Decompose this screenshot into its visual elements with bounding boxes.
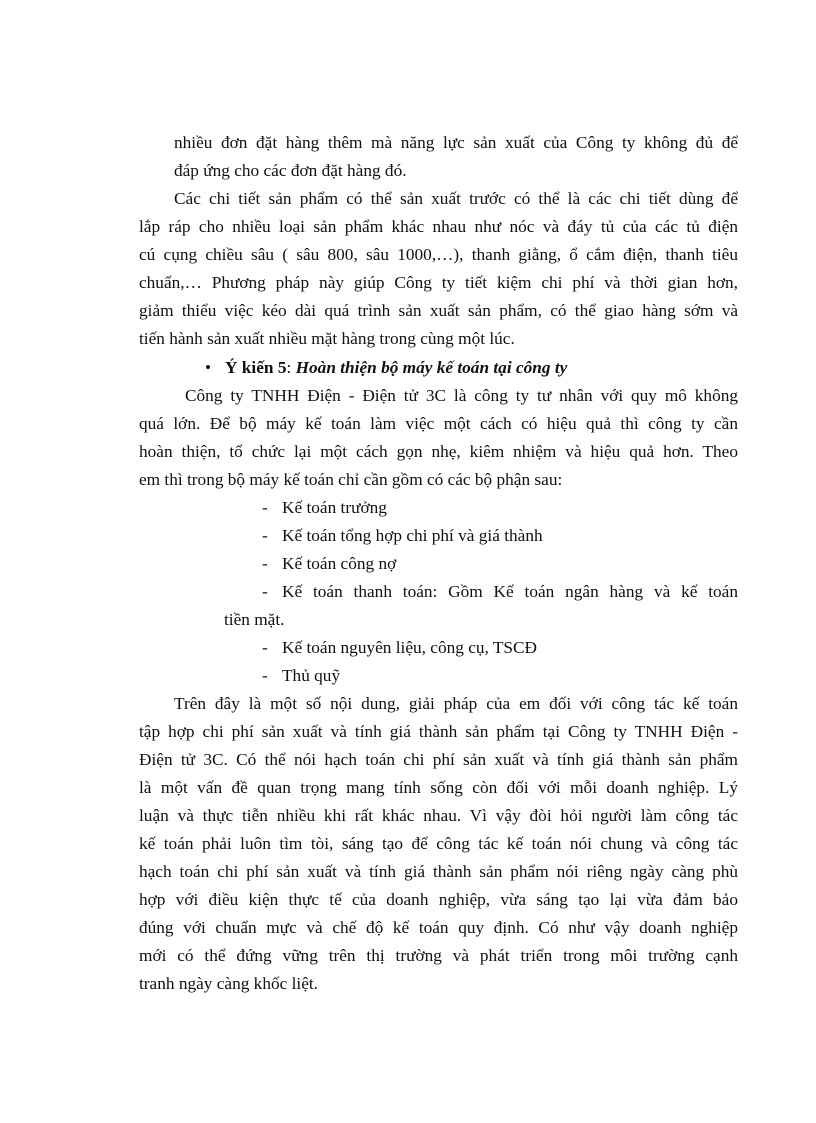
list-item (262, 522, 543, 550)
paragraph-line: giảm thiểu việc kéo dài quá trình sản xuất sản phẩm, có thể giao hàng sớm và (139, 301, 738, 320)
list-item-text: Thủ quỹ (282, 666, 341, 685)
paragraph-line: quá lớn. Để bộ máy kế toán làm việc một cách có hiệu quả thì công ty cần (139, 414, 738, 433)
paragraph-line: cú cụng chiều sâu ( sâu 800, sâu 1000,…), thanh giằng, ổ cắm điện, thanh tiêu (139, 245, 738, 264)
bullet-icon: • (205, 358, 212, 377)
dash-marker: - (262, 582, 268, 601)
list-item-text: Kế toán trưởng (282, 498, 387, 517)
dash-marker: - (262, 526, 268, 545)
dash-marker: - (262, 554, 268, 573)
dash-marker: - (262, 498, 268, 517)
list-item (262, 662, 340, 690)
list-item (262, 494, 387, 522)
paragraph-line: Công ty TNHH Điện - Điện tử 3C là công ty tư nhân với quy mô không (185, 386, 738, 405)
paragraph-line: hạch toán chi phí sản xuất và tính giá thành sản phẩm nói riêng ngày càng phù (139, 862, 738, 881)
paragraph-line: luận và thực tiễn nhiều khi rất khác nhau. Vì vậy đòi hỏi người làm công tác (139, 806, 738, 825)
paragraph-line: tập hợp chi phí sản xuất và tính giá thành sản phẩm tại Công ty TNHH Điện - (139, 722, 738, 741)
paragraph-line: hợp với điều kiện thực tế của doanh nghiệp, vừa sáng tạo lại vừa đảm bảo (139, 890, 738, 909)
list-item (262, 634, 537, 662)
dash-marker: - (262, 666, 268, 685)
list-item-text: Kế toán nguyên liệu, công cụ, TSCĐ (282, 638, 538, 657)
heading-label: Ý kiến 5 (225, 358, 287, 377)
heading-colon: : (286, 358, 296, 377)
paragraph-line: em thì trong bộ máy kế toán chỉ cần gồm có các bộ phận sau: (139, 470, 563, 489)
paragraph-line: đúng với chuẩn mực và chế độ kế toán quy định. Có như vậy doanh nghiệp (139, 918, 738, 937)
paragraph-line: tranh ngày càng khốc liệt. (139, 974, 318, 993)
paragraph-line: mới có thể đứng vững trên thị trường và phát triển trong môi trường cạnh (139, 946, 738, 965)
section-heading (205, 354, 567, 382)
paragraph-line: Điện tử 3C. Có thể nói hạch toán chi phí sản xuất và tính giá thành sản phẩm (139, 750, 738, 769)
paragraph-line: chuẩn,… Phương pháp này giúp Công ty tiết kiệm chi phí và thời gian hơn, (139, 273, 738, 292)
list-item (262, 550, 396, 578)
paragraph-line: đáp ứng cho các đơn đặt hàng đó. (174, 161, 407, 180)
paragraph-line: Trên đây là một số nội dung, giải pháp của em đối với công tác kế toán (174, 694, 738, 713)
list-item-text: Kế toán công nợ (282, 554, 397, 573)
paragraph-line: tiến hành sản xuất nhiều mặt hàng trong cùng một lúc. (139, 329, 515, 348)
paragraph-line: kế toán phải luôn tìm tòi, sáng tạo để công tác kế toán nói chung và công tác (139, 834, 738, 853)
paragraph-line: là một vấn đề quan trọng mang tính sống còn đối với mỗi doanh nghiệp. Lý (139, 778, 738, 797)
paragraph-line: hoàn thiện, tổ chức lại một cách gọn nhẹ, kiêm nhiệm và hiệu quả hơn. Theo (139, 442, 738, 461)
paragraph-line: lắp ráp cho nhiều loại sản phẩm khác nhau như nóc và đáy tủ của các tủ điện (139, 217, 738, 236)
list-item-text: Kế toán tổng hợp chi phí và giá thành (282, 526, 543, 545)
paragraph-line: Các chi tiết sản phẩm có thể sản xuất trước có thể là các chi tiết dùng để (174, 189, 738, 208)
list-item-continuation: tiền mặt. (224, 610, 285, 629)
list-item-text: Kế toán thanh toán: Gồm Kế toán ngân hàng và kế toán (282, 582, 738, 601)
dash-marker: - (262, 638, 268, 657)
list-item (262, 578, 738, 606)
heading-title: Hoàn thiện bộ máy kế toán tại công ty (295, 358, 568, 377)
paragraph-line: nhiều đơn đặt hàng thêm mà năng lực sản xuất của Công ty không đủ để (174, 133, 738, 152)
